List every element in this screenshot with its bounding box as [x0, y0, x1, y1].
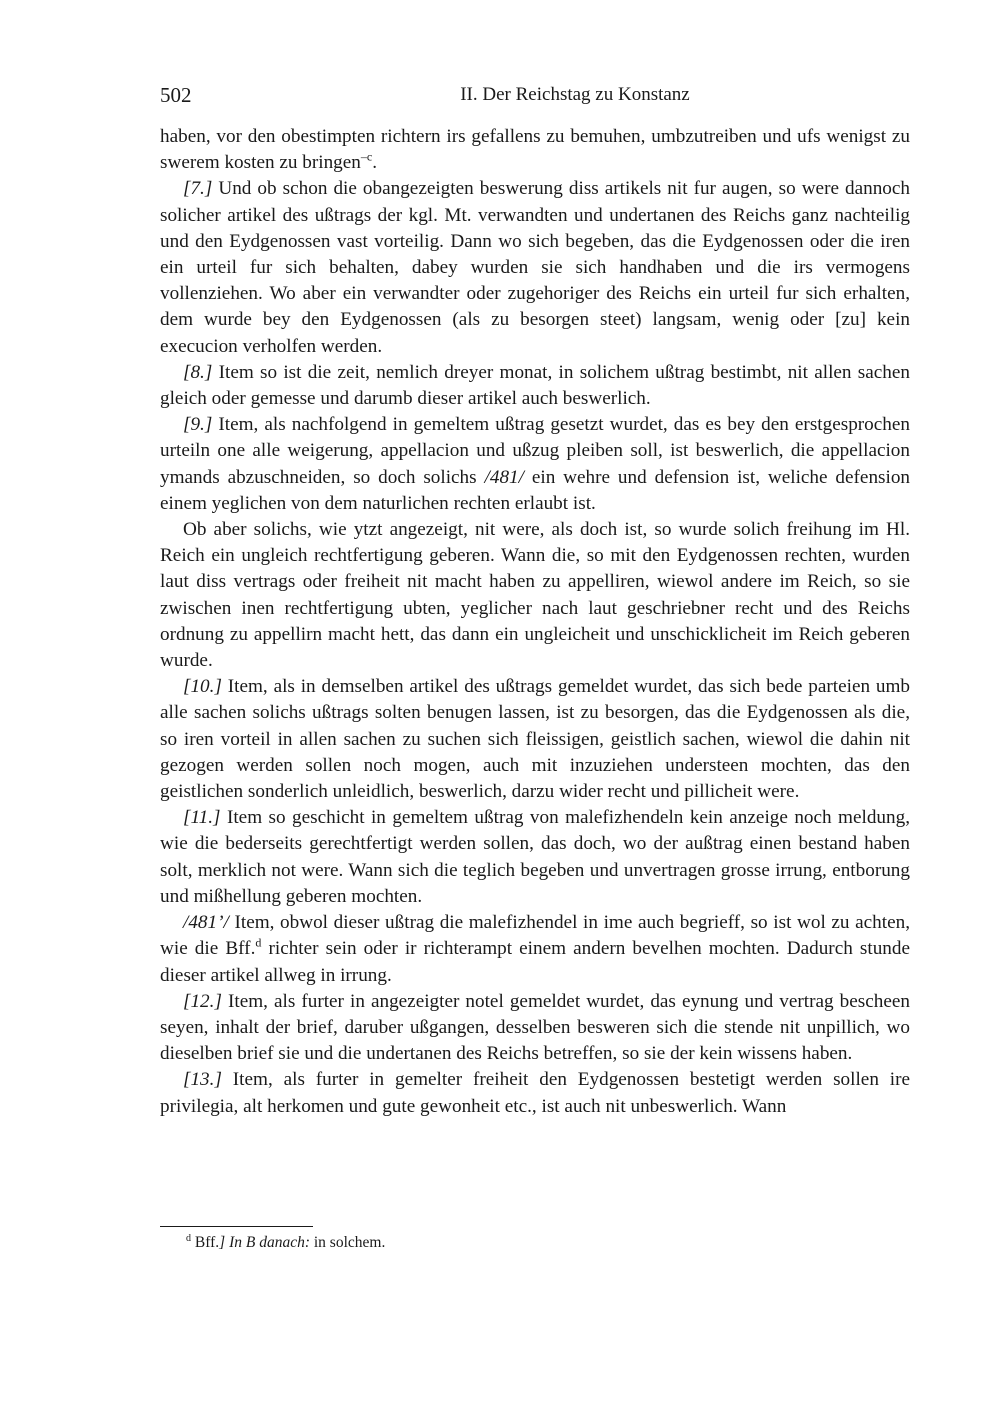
paragraph-folio-481v: /481’/ Item, obwol dieser ußtrag die malefizhendel in ime auch begrieff, so ist wol zu achten, wie die Bff.$^d$ richter sein oder ir richterampt einem andern bevelhen mochten. Dadurch stunde dieser artikel allweg in irrung. [160, 912, 911, 986]
paragraph-12: [12.] Item, als furter in angezeigter notel gemeldet wurdet, das eynung und vertrag bescheen seyen, inhalt der brief, daruber ußgangen, desselben besweren sich die stende nit unpillich, wo dieselben brief sie und die undertanen des Reichs betreffen, so sie der kein wissens haben. [160, 990, 910, 1065]
section-number: [8.] [183, 361, 213, 383]
paragraph-1: haben, vor den obestimpten richtern irs gefallens zu bemuhen, umbzutreiben und ufs wenigst zu swerem kosten zu bringen$^{-c}$. [160, 126, 910, 174]
folio-marker: /481’/ [183, 912, 229, 934]
footnote-mark: d [255, 935, 262, 950]
running-title: II. Der Reichstag zu Konstanz [460, 84, 690, 105]
footnote-mark: –c [360, 149, 373, 164]
section-number: [9.] [183, 414, 213, 436]
paragraph-continuation: Ob aber solichs, wie ytzt angezeigt, nit were, als doch ist, so wurde solich freihung im Hl. Reich ein ungleich rechtfertigung geberen. Wann die, so mit den Eydgenossen rechten, wurden laut diss vertrags oder freiheit nit macht haben zu appelliren, wiewol andere im Reich, so sie zwischen inen rechtfertigung ubten, yeglicher nach laut geschriebner recht und des Reichs ordnung zu appellirn macht hett, das dann ein ungleicheit und unschicklicheit im Reich geberen wurde. [160, 519, 910, 672]
page-number: 502 [160, 83, 192, 107]
section-number: [13.] [183, 1069, 222, 1091]
paragraph-13: [13.] Item, als furter in gemelter freiheit den Eydgenossen bestetigt werden sollen ire privilegia, alt herkomen und gute gewonheit etc., ist auch nit unbeswerlich. Wann [160, 1069, 911, 1117]
body-text [160, 124, 910, 1120]
paragraph-10: [10.] Item, als in demselben artikel des ußtrags gemeldet wurdet, das sich bede parteien umb alle sachen solichs ußtrags solten benugen lassen, ist zu besorgen, das die Eydgenossen als die, so iren vorteil in allen sachen zu suchen sich fleissigen, geistlich sachen, wiewol die dahin nit gezogen werden sollen noch mogen, auch mit inzuziehen understeen mochten, das den geistlichen sonderlich unleidlich, beswerlich, darzu wider recht und pillicheit were. [160, 676, 911, 803]
footnote-text: in solchem. [313, 1234, 386, 1251]
section-number: [10.] [183, 676, 222, 698]
paragraph-8: [8.] Item so ist die zeit, nemlich dreyer monat, in solichem ußtrag bestimbt, nit allen sachen gleich oder gemesse und darumb dieser artikel auch beswerlich. [160, 361, 910, 410]
folio-marker: /481/ [484, 466, 524, 488]
paragraph-7: [7.] Und ob schon die obangezeigten beswerung diss artikels nit fur augen, so were dannoch solicher artikel des ußtrags der kgl. Mt. verwandten und undertanen des Reichs ganz nachteilig und den Eydgenossen vast vorteilig. Dann wo sich begeben, das die Eydgenossen oder die iren ein urteil fur sich behalten, dabey wurden sie sich handhaben und die irs vermogens vollenziehen. Wo aber ein verwandter oder zugehoriger des Reichs ein urteil fur sich erhalten, dem wurde bey den Eydgenossen (als zu besorgen steet) langsam, wenig oder [zu] kein execucion verholfen werden. [160, 178, 911, 357]
footnote-lemma: Bff. [194, 1234, 220, 1251]
paragraph-11: [11.] Item so geschicht in gemeltem ußtrag von malefizhendeln kein anzeige noch meldung, wie die bederseits gerechtfertigt werden sollen, das doch, wo der außtrag einen bestand haben solt, merklich not were. Wann sich die teglich begeben und unvertragen grosse irrung, entborung und mißhellung geberen mochten. [160, 807, 911, 907]
footnote: $^d$ Bff.] In B danach: in solchem. [186, 1232, 386, 1251]
section-number: [11.] [183, 807, 221, 829]
section-number: [7.] [183, 178, 213, 200]
running-header [160, 80, 910, 110]
footnote-rule [160, 1226, 313, 1227]
document-page [160, 80, 910, 1120]
section-number: [12.] [183, 990, 222, 1012]
paragraph-9: [9.] Item, als nachfolgend in gemeltem ußtrag gesetzt wurdet, das es bey den erstgesprochen urteiln one alle weigerung, appellacion und ußzug pleiben soll, ist beswerlich, die appellacion ymands abzuschneiden, so doch solichs /481/ ein wehre und defension ist, weliche defension einem yeglichen von dem naturlichen rechten erlaubt ist. [160, 414, 911, 514]
footnote-italic-note: In B danach: [229, 1234, 310, 1251]
footnote-mark: d [186, 1232, 191, 1244]
